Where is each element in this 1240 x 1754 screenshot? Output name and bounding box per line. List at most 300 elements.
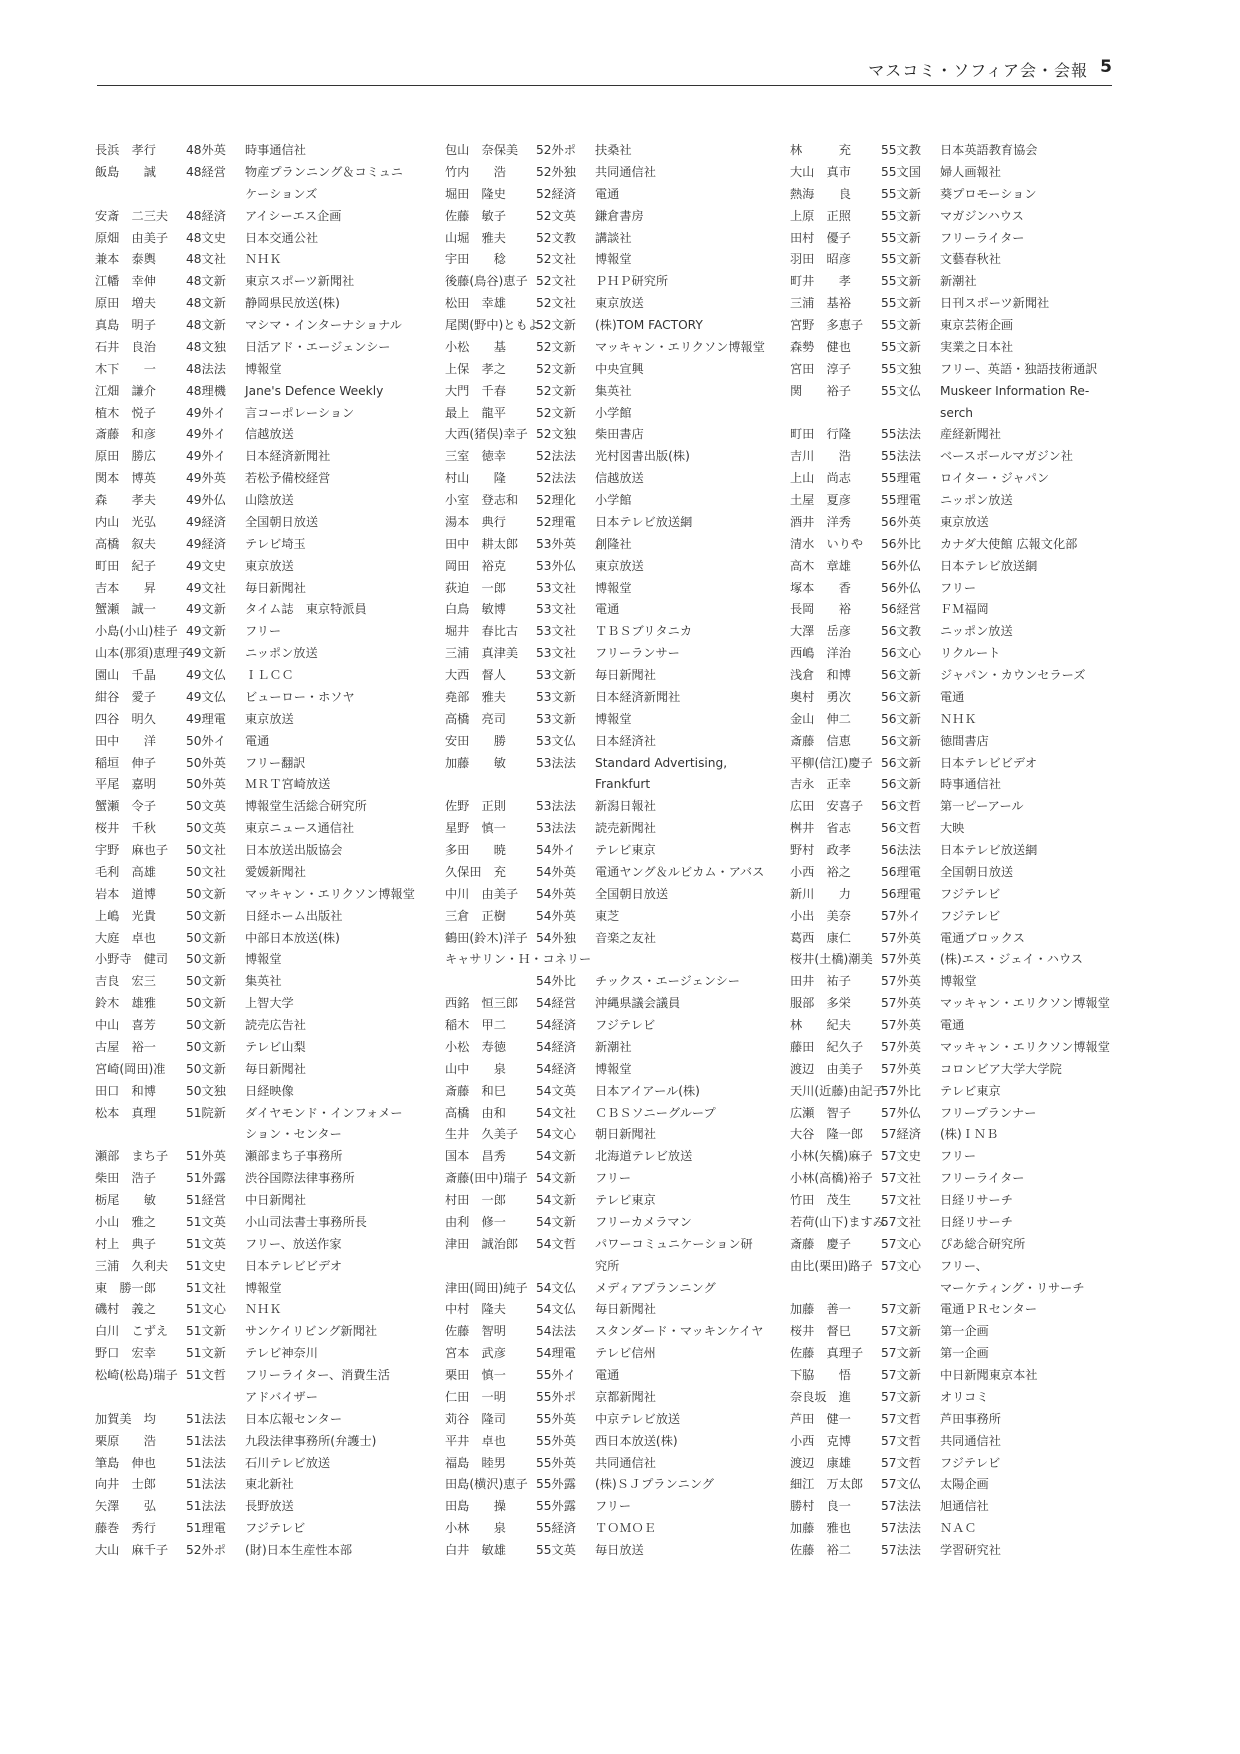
member-affiliation: (株)ＩＮＢ — [940, 1127, 999, 1142]
member-name: 小島(小山)桂子 — [95, 624, 178, 639]
member-affiliation: 朝日新聞社 — [595, 1127, 656, 1142]
member-affiliation: 北海道テレビ放送 — [595, 1149, 693, 1164]
member-affiliation: 東京放送 — [940, 514, 989, 529]
member-name: 由利 修一 — [445, 1214, 506, 1229]
member-name: 小出 美奈 — [790, 908, 851, 923]
member-affiliation: 石川テレビ放送 — [245, 1455, 331, 1470]
member-class: 49経済 — [186, 514, 226, 529]
member-affiliation: Muskeer Information Re- — [940, 383, 1090, 398]
member-affiliation: オリコミ — [940, 1389, 989, 1404]
member-affiliation: 東京放送 — [245, 711, 294, 726]
member-name: 石井 良治 — [95, 339, 156, 354]
member-class: 56文新 — [881, 711, 921, 726]
member-class: 48文新 — [186, 274, 226, 289]
member-class: 56文新 — [881, 777, 921, 792]
member-affiliation: 言コーポレーション — [245, 405, 355, 420]
member-affiliation: フジテレビ — [940, 886, 1001, 901]
member-affiliation: 日経ホーム出版社 — [245, 908, 343, 923]
member-name: 塚本 香 — [790, 580, 851, 595]
member-name: 大庭 卓也 — [95, 930, 156, 945]
member-class: 49文仏 — [186, 668, 226, 682]
member-affiliation: 全国朝日放送 — [595, 886, 669, 901]
member-affiliation: ジャパン・カウンセラーズ — [940, 668, 1086, 682]
member-name: 佐藤 敏子 — [445, 208, 506, 223]
member-class: 56理電 — [881, 864, 921, 879]
member-name: 佐藤 裕二 — [790, 1543, 851, 1557]
member-class: 57外イ — [881, 908, 921, 923]
member-affiliation: マガジンハウス — [940, 208, 1024, 223]
member-affiliation: 東京放送 — [245, 558, 294, 573]
member-name: 宮崎(岡田)准 — [95, 1061, 166, 1076]
member-affiliation: ロイター・ジャパン — [940, 471, 1050, 486]
member-affiliation: 博報堂生活総合研究所 — [245, 799, 367, 814]
member-class: 52経済 — [536, 186, 576, 201]
member-affiliation: 日本放送出版協会 — [245, 843, 343, 857]
member-name: 大門 千春 — [445, 383, 506, 398]
member-class: 56文教 — [881, 624, 921, 639]
member-class: 56文新 — [881, 733, 921, 748]
member-class: 55理電 — [881, 493, 921, 507]
member-affiliation: 第一企画 — [940, 1346, 989, 1361]
member-name: 鈴木 雄雅 — [95, 996, 156, 1011]
member-name: 蟹瀬 誠一 — [95, 602, 156, 617]
member-name: 松崎(松島)瑞子 — [95, 1368, 178, 1382]
member-affiliation: フリーライター — [940, 1171, 1025, 1186]
member-affiliation: 柴田書店 — [595, 427, 644, 442]
member-name: 堀井 春比古 — [445, 624, 519, 639]
member-class: 55文新 — [881, 208, 921, 223]
member-class: 56理電 — [881, 886, 921, 901]
member-affiliation: テレビ山梨 — [245, 1039, 306, 1054]
member-name: 大西(猪俣)幸子 — [445, 427, 528, 442]
member-affiliation: 太陽企画 — [940, 1477, 989, 1492]
member-name: 星野 慎一 — [445, 821, 506, 836]
member-name: 天川(近藤)由記子 — [790, 1083, 885, 1098]
member-affiliation: フリーランサー — [595, 646, 680, 661]
member-affiliation: 婦人画報社 — [940, 164, 1001, 179]
member-class: 51法法 — [186, 1411, 226, 1426]
member-class: 55外英 — [536, 1411, 576, 1426]
member-class: 57外英 — [881, 1039, 921, 1054]
member-name: 広瀬 智子 — [790, 1105, 851, 1120]
member-name: 小山 雅之 — [95, 1214, 156, 1229]
member-name: 下脇 悟 — [790, 1368, 851, 1382]
member-class: 50文英 — [186, 821, 226, 836]
member-name: 上嶋 光貴 — [95, 908, 156, 923]
member-affiliation: マッキャン・エリクソン博報堂 — [940, 1039, 1110, 1054]
member-class: 55文独 — [881, 361, 921, 376]
member-name: 矢澤 弘 — [95, 1499, 156, 1514]
member-name: 稲木 甲二 — [445, 1018, 506, 1032]
member-affiliation: 毎日放送 — [595, 1543, 644, 1557]
member-class: 57文新 — [881, 1302, 921, 1317]
member-class: 50外英 — [186, 755, 226, 770]
member-affiliation: ＴＢＳブリタニカ — [595, 624, 693, 639]
member-class: 54文新 — [536, 1149, 576, 1164]
member-affiliation: 電通 — [595, 602, 620, 617]
publication-title: マスコミ・ソフィア会・会報 — [868, 61, 1088, 80]
member-name: 佐藤 真理子 — [790, 1346, 864, 1361]
member-class: 50文社 — [186, 864, 226, 879]
member-affiliation: 扶桑社 — [595, 143, 632, 157]
member-affiliation: フリー — [245, 624, 282, 639]
member-class: 53法法 — [536, 755, 576, 770]
member-affiliation: 長野放送 — [245, 1499, 294, 1514]
member-affiliation: 全国朝日放送 — [245, 514, 319, 529]
member-name: 加藤 敏 — [445, 755, 506, 770]
member-class: 57文哲 — [881, 1455, 921, 1470]
member-class: 54文新 — [536, 1214, 576, 1229]
member-class: 51文英 — [186, 1214, 226, 1229]
member-affiliation: 集英社 — [245, 974, 282, 989]
member-name: 金山 伸二 — [790, 711, 851, 726]
member-affiliation: テレビ東京 — [595, 843, 656, 857]
member-class: 50文新 — [186, 886, 226, 901]
member-affiliation: 読売広告社 — [245, 1018, 306, 1032]
member-name: 竹内 浩 — [445, 164, 506, 179]
member-name: 細江 万太郎 — [790, 1477, 864, 1492]
member-class: 55外ポ — [536, 1389, 576, 1404]
member-name: 勝村 良一 — [790, 1499, 851, 1514]
member-affiliation: 電通 — [595, 186, 620, 201]
member-name: 町田 行隆 — [790, 427, 851, 442]
member-name: 宮本 武彦 — [445, 1346, 506, 1361]
member-class: 53法法 — [536, 821, 576, 836]
member-affiliation: ダイヤモンド・インフォメー — [245, 1105, 403, 1120]
member-name: 田口 和博 — [95, 1083, 156, 1098]
member-name: 村山 隆 — [445, 471, 506, 486]
member-affiliation: タイム誌 東京特派員 — [245, 602, 367, 617]
member-class: 50文社 — [186, 843, 226, 857]
member-class: 49文新 — [186, 646, 226, 661]
member-name: 安田 勝 — [445, 733, 506, 748]
member-name: 宇野 麻也子 — [95, 843, 169, 857]
member-class: 51文哲 — [186, 1368, 226, 1382]
member-class: 55文新 — [881, 252, 921, 267]
member-class: 54文仏 — [536, 1302, 576, 1317]
member-name: 長岡 裕 — [790, 602, 851, 617]
member-name: 三浦 基裕 — [790, 296, 851, 311]
member-name: 斎藤 信恵 — [790, 733, 851, 748]
member-affiliation: マッキャン・エリクソン博報堂 — [245, 886, 415, 901]
member-class: 50文新 — [186, 996, 226, 1011]
member-class: 52外ポ — [536, 143, 576, 157]
member-name: 松田 幸雄 — [445, 296, 506, 311]
member-affiliation: 時事通信社 — [940, 777, 1001, 792]
member-class: 48経済 — [186, 208, 226, 223]
member-name: 西銘 恒三郎 — [445, 996, 519, 1011]
member-affiliation: 第一企画 — [940, 1324, 989, 1339]
member-class: 54文仏 — [536, 1280, 576, 1295]
member-affiliation: 東京ニュース通信社 — [245, 821, 355, 836]
member-class: 49文社 — [186, 580, 226, 595]
member-name: 木下 一 — [95, 361, 156, 376]
member-class: 49文新 — [186, 624, 226, 639]
member-class: 57文新 — [881, 1346, 921, 1361]
member-affiliation: フリー — [595, 1499, 632, 1514]
member-affiliation: 上智大学 — [245, 996, 294, 1011]
member-affiliation: ＣＢＳソニーグループ — [595, 1105, 716, 1120]
member-affiliation: 全国朝日放送 — [940, 864, 1014, 879]
member-affiliation: 新潮社 — [595, 1039, 632, 1054]
member-class: 54経済 — [536, 1039, 576, 1054]
member-name: 清水 いりや — [790, 536, 864, 551]
member-affiliation: 日本経済新聞社 — [245, 449, 331, 464]
member-affiliation: フリー、放送作家 — [245, 1236, 342, 1251]
member-name: 真島 明子 — [95, 318, 156, 332]
member-class: 48理機 — [186, 383, 226, 398]
member-name: 津田 誠治郎 — [445, 1236, 519, 1251]
member-name: 小松 寿徳 — [445, 1039, 506, 1054]
member-name: 生井 久美子 — [445, 1127, 519, 1142]
member-name: 平井 卓也 — [445, 1433, 506, 1448]
member-class: 55文新 — [881, 230, 921, 245]
member-class: 56文新 — [881, 755, 921, 770]
member-class: 53文新 — [536, 689, 576, 704]
member-class: 57文史 — [881, 1149, 921, 1164]
member-name: 園山 千晶 — [95, 668, 156, 682]
member-name: 蟹瀬 令子 — [95, 799, 156, 814]
member-name: 中山 喜芳 — [95, 1018, 156, 1032]
member-name: 筆島 伸也 — [95, 1455, 156, 1470]
member-name: 植木 悦子 — [95, 405, 156, 420]
member-affiliation: カナダ大使館 広報文化部 — [940, 536, 1078, 551]
member-class: 56外仏 — [881, 580, 921, 595]
member-name: 村田 一郎 — [445, 1193, 506, 1207]
member-class: 51院新 — [186, 1105, 226, 1120]
member-affiliation: ＮＡＣ — [940, 1521, 977, 1536]
member-name: 浅倉 和博 — [790, 668, 851, 682]
member-class: 48文新 — [186, 318, 226, 332]
member-affiliation: 日活アド・エージェンシー — [245, 339, 391, 354]
member-name: 田島 操 — [445, 1499, 506, 1514]
member-name: 向井 士郎 — [95, 1477, 156, 1492]
member-class: 52理電 — [536, 514, 576, 529]
member-name: 熱海 良 — [790, 186, 851, 201]
member-affiliation: 共同通信社 — [940, 1433, 1001, 1448]
member-name: 加藤 雅也 — [790, 1521, 851, 1536]
member-name: 田村 優子 — [790, 230, 851, 245]
member-affiliation: 日経映像 — [245, 1083, 294, 1098]
member-class: 53文社 — [536, 624, 576, 639]
member-affiliation: ＮＨＫ — [245, 252, 282, 267]
member-affiliation: 日本テレビビデオ — [940, 755, 1038, 770]
member-name: 原田 勝広 — [95, 449, 156, 464]
member-class: 54経済 — [536, 1018, 576, 1032]
member-class: 53文新 — [536, 668, 576, 682]
member-name: 若荷(山下)ますみ — [790, 1214, 885, 1229]
member-class: 55法法 — [881, 427, 921, 442]
member-affiliation: 毎日新聞社 — [595, 1302, 656, 1317]
member-affiliation: Standard Advertising, — [595, 755, 728, 770]
member-affiliation: 徳間書店 — [940, 733, 989, 748]
member-class: 57文新 — [881, 1389, 921, 1404]
member-name: 瀬部 まち子 — [95, 1149, 169, 1164]
member-class: 48文史 — [186, 230, 226, 245]
member-affiliation: 中央宣興 — [595, 361, 644, 376]
member-affiliation: フジテレビ — [595, 1018, 656, 1032]
member-name: 平柳(信江)慶子 — [790, 755, 873, 770]
member-name: 桜井 督巳 — [790, 1324, 851, 1339]
member-affiliation: 西日本放送(株) — [595, 1433, 678, 1448]
member-affiliation: 物産プランニング＆コミュニ — [245, 164, 403, 179]
member-affiliation: 沖縄県議会議員 — [595, 996, 681, 1011]
member-class: 54外英 — [536, 908, 576, 923]
member-name: 小室 登志和 — [445, 493, 519, 507]
member-class: 49外イ — [186, 449, 226, 464]
member-class: 55文国 — [881, 164, 921, 179]
member-affiliation: 博報堂 — [595, 252, 632, 267]
member-class: 56外英 — [881, 514, 921, 529]
member-name: 最上 龍平 — [445, 405, 506, 420]
member-affiliation: 毎日新聞社 — [245, 580, 306, 595]
member-class: 52理化 — [536, 493, 576, 507]
member-affiliation: 博報堂 — [245, 361, 282, 376]
member-affiliation: 産経新聞社 — [940, 427, 1001, 442]
member-class: 57文哲 — [881, 1433, 921, 1448]
member-name: 渡辺 康雄 — [790, 1455, 851, 1470]
member-affiliation: フリー — [595, 1171, 632, 1186]
header-rule — [97, 85, 1112, 86]
member-affiliation: 芦田事務所 — [940, 1411, 1001, 1426]
member-class: 49外イ — [186, 427, 226, 442]
member-class: 49理電 — [186, 711, 226, 726]
member-affiliation: 共同通信社 — [595, 164, 656, 179]
member-class: 50文新 — [186, 930, 226, 945]
member-name: 土屋 夏彦 — [790, 493, 851, 507]
member-class: 57文心 — [881, 1258, 921, 1273]
member-affiliation: 日本テレビビデオ — [245, 1258, 343, 1273]
member-name: 堯部 雅夫 — [445, 689, 506, 704]
member-class: 53文社 — [536, 580, 576, 595]
member-affiliation: 博報堂 — [245, 952, 282, 967]
member-name: 林 充 — [790, 143, 851, 157]
member-class: 49経済 — [186, 536, 226, 551]
member-affiliation: リクルート — [940, 646, 1001, 661]
member-affiliation: フリー、 — [940, 1258, 988, 1273]
member-class: 49外仏 — [186, 493, 226, 507]
member-class: 48外英 — [186, 143, 226, 157]
member-name: 新川 力 — [790, 886, 851, 901]
member-name: 中村 隆夫 — [445, 1302, 506, 1317]
member-name: 野口 宏幸 — [95, 1346, 156, 1361]
page-number: 5 — [1100, 57, 1112, 77]
member-affiliation: 電通 — [940, 689, 965, 704]
member-affiliation: 実業之日本社 — [940, 339, 1014, 354]
member-class: 55外英 — [536, 1433, 576, 1448]
member-class: 50文独 — [186, 1083, 226, 1098]
member-name: 奈良坂 進 — [790, 1389, 851, 1404]
member-class: 53文社 — [536, 646, 576, 661]
member-class: 57外英 — [881, 952, 921, 967]
member-name: 津田(岡田)純子 — [445, 1280, 528, 1295]
member-name: 宇田 稔 — [445, 252, 506, 267]
member-affiliation: フジテレビ — [940, 908, 1001, 923]
member-name: 奥村 勇次 — [790, 689, 851, 704]
member-affiliation: 読売新聞社 — [595, 821, 656, 836]
member-class: 51理電 — [186, 1521, 226, 1536]
member-name: 高橋 亮司 — [445, 711, 506, 726]
member-class: 56法法 — [881, 843, 921, 857]
member-class: 55外露 — [536, 1499, 576, 1514]
member-class: 57外仏 — [881, 1105, 921, 1120]
member-class: 55外露 — [536, 1477, 576, 1492]
member-name: 大澤 岳彦 — [790, 624, 851, 639]
member-name: 斎藤 慶子 — [790, 1236, 851, 1251]
member-affiliation: テレビ埼玉 — [245, 536, 306, 551]
member-class: 57文新 — [881, 1368, 921, 1382]
member-class: 57外比 — [881, 1083, 921, 1098]
member-class: 55文英 — [536, 1543, 576, 1557]
member-affiliation: 東京放送 — [595, 296, 644, 311]
member-affiliation: 日本英語教育協会 — [940, 143, 1038, 157]
member-affiliation: 博報堂 — [595, 580, 632, 595]
member-class: 57外英 — [881, 1018, 921, 1032]
member-affiliation: 博報堂 — [245, 1280, 282, 1295]
member-affiliation: ベースボールマガジン社 — [940, 449, 1073, 464]
member-affiliation: ＩＬＣＣ — [245, 668, 294, 682]
member-name: 東 勝一郎 — [95, 1280, 156, 1295]
member-name: 村上 典子 — [95, 1236, 156, 1251]
member-class: 52文新 — [536, 339, 576, 354]
member-affiliation: 毎日新聞社 — [595, 668, 656, 682]
member-affiliation: ニッポン放送 — [940, 624, 1013, 639]
member-affiliation: 新潟日報社 — [595, 799, 656, 814]
member-class: 50文新 — [186, 1061, 226, 1076]
member-name: 吉本 昇 — [95, 580, 156, 595]
member-class: 52文新 — [536, 383, 576, 398]
member-name: 松本 真理 — [95, 1105, 156, 1120]
member-class: 53文社 — [536, 602, 576, 617]
member-affiliation: 東芝 — [595, 908, 620, 923]
member-class: 54文英 — [536, 1083, 576, 1098]
member-name: 森勢 健也 — [790, 339, 851, 354]
member-class: 54外独 — [536, 930, 576, 945]
member-class: 51法法 — [186, 1433, 226, 1448]
member-affiliation: テレビ東京 — [940, 1083, 1001, 1098]
member-name: 斎藤(田中)瑞子 — [445, 1171, 528, 1186]
member-affiliation: フリーライター — [940, 230, 1025, 245]
member-class: 51文史 — [186, 1258, 226, 1273]
member-name: 広田 安喜子 — [790, 799, 864, 814]
member-affiliation: serch — [940, 405, 974, 420]
member-affiliation: 博報堂 — [595, 1061, 632, 1076]
member-class: 51法法 — [186, 1499, 226, 1514]
member-class: 57外英 — [881, 930, 921, 945]
member-class: 55法法 — [881, 449, 921, 464]
member-name: 藤田 紀久子 — [790, 1039, 864, 1054]
member-affiliation: ＦＭ福岡 — [940, 602, 989, 617]
member-affiliation: チックス・エージェンシー — [595, 974, 740, 989]
member-name: 町田 紀子 — [95, 558, 156, 573]
member-class: 57文心 — [881, 1236, 921, 1251]
member-class: 54文哲 — [536, 1236, 576, 1251]
member-affiliation: 日本テレビ放送網 — [940, 843, 1038, 857]
member-class: 54文心 — [536, 1127, 576, 1142]
member-class: 57文社 — [881, 1171, 921, 1186]
member-name: 服部 多栄 — [790, 996, 851, 1011]
member-class: 52文新 — [536, 361, 576, 376]
member-affiliation: 京都新聞社 — [595, 1389, 656, 1404]
member-name: 西嶋 洋治 — [790, 646, 851, 661]
member-class: 54外イ — [536, 843, 576, 857]
page-header — [97, 58, 1112, 88]
member-class: 53外英 — [536, 536, 576, 551]
member-affiliation: 中部日本放送(株) — [245, 930, 340, 945]
member-class: 51文社 — [186, 1280, 226, 1295]
member-affiliation: フリー — [940, 580, 977, 595]
member-class: 57法法 — [881, 1521, 921, 1536]
